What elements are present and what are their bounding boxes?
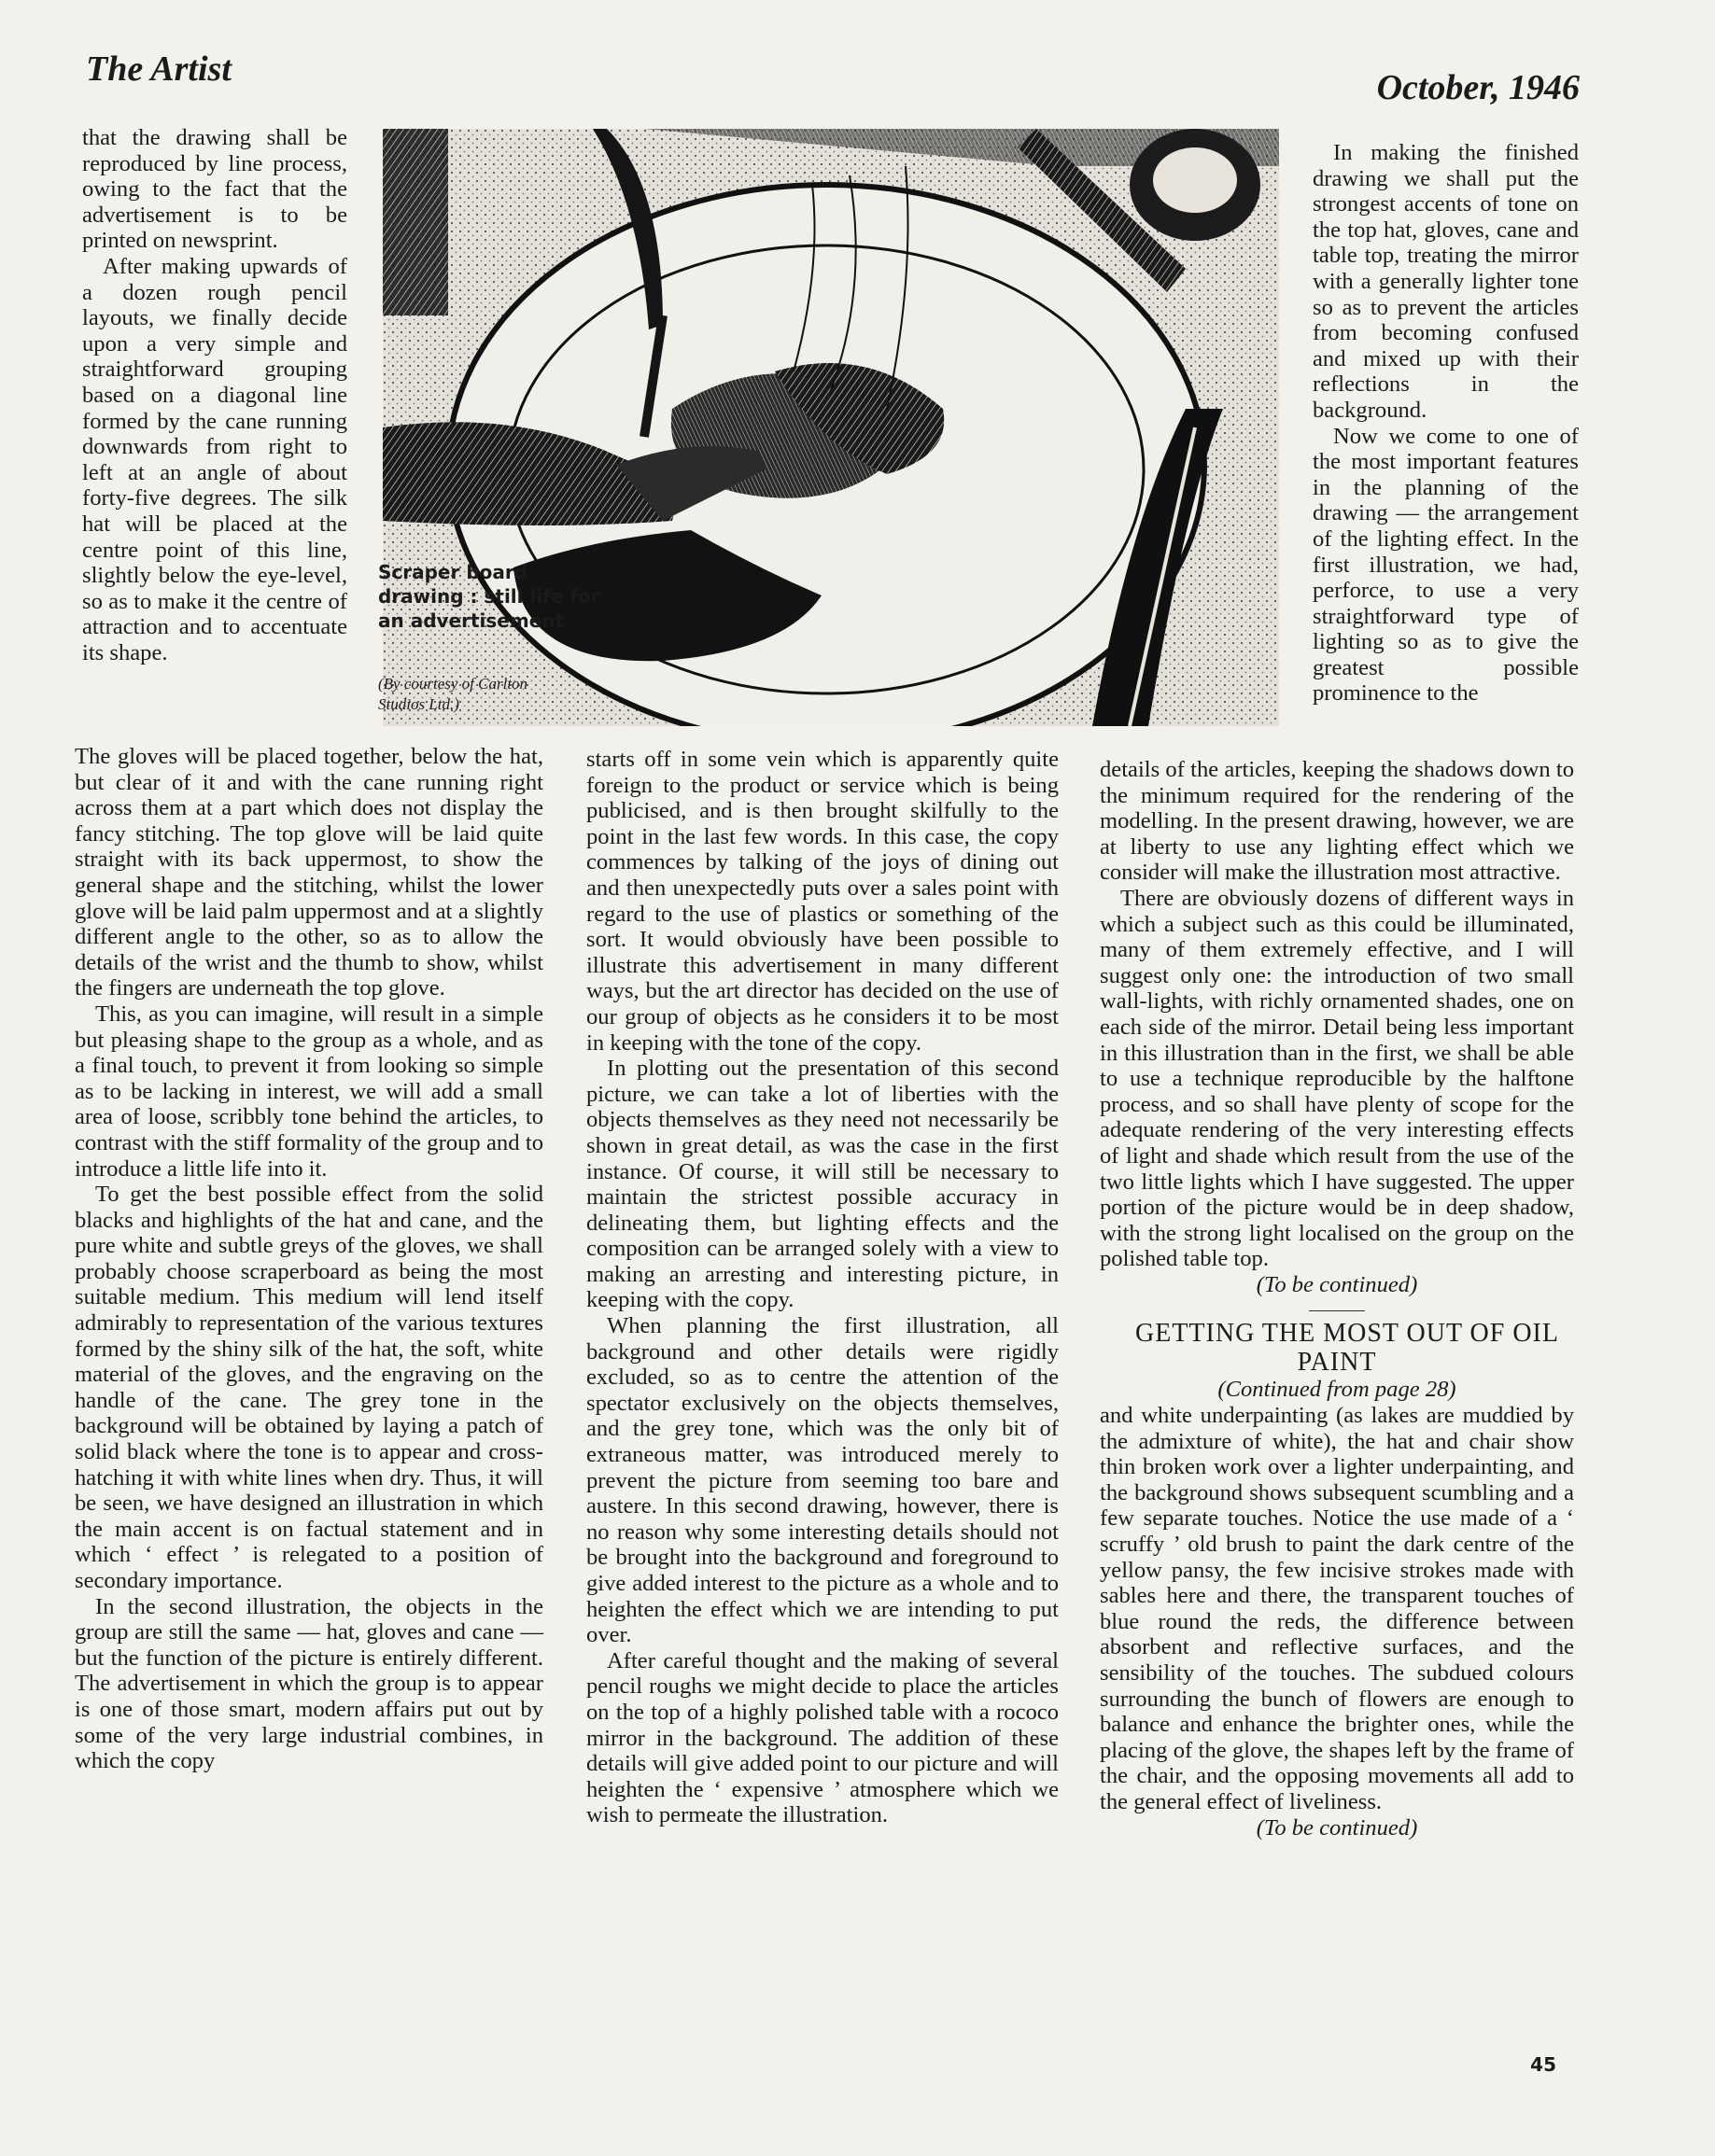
column-a-top xyxy=(82,125,347,665)
paragraph: After making upwards of a dozen rough pencil layouts, we finally decide upon a very simple and straightforward grouping based on a diagonal line formed by the cane running downwards from right to left at an angle of about forty-five degrees. The silk hat will be placed at the centre point of this line, slightly below the eye-level, so as to make it the centre of attraction and to accentuate its shape. xyxy=(82,253,347,665)
column-c-top xyxy=(1313,140,1579,707)
column-a xyxy=(75,744,543,1774)
paragraph: In making the finished drawing we shall put the strongest accents of tone on the top hat, gloves, cane and table top, treating the mirror with a generally lighter tone so as to prevent the articles from becoming confused and mixed up with their reflections in the background. xyxy=(1313,140,1579,423)
article-heading: GETTING THE MOST OUT OF OIL PAINT xyxy=(1135,1319,1559,1378)
continued-from-note: (Continued from page 28) xyxy=(1217,1377,1456,1403)
paragraph: In the second illustration, the objects in the group are still the same — hat, gloves and cane — but the function of the picture is entirely different. The advertisement in which the group is to appear is one of those smart, modern affairs put out by some of the very large industrial combines, in which the copy xyxy=(75,1593,543,1774)
figure-credit: (By courtesy of Carlton Studios Ltd.) xyxy=(378,675,528,713)
paragraph: When planning the first illustration, all background and other details were rigidly excluded, so as to centre the attention of the spectator exclusively on the objects themselves, and the grey tone, which was the only bit of extraneous matter, was introduced merely to prevent the picture from seeming too bare and austere. In this second drawing, however, there is no reason why some interesting details should not be brought into the background and foreground to give added interest to the picture as a whole and to heighten the effect which we are intending to put over. xyxy=(586,1313,1059,1648)
figure-caption: Scraper board drawing : still life for an advertisement xyxy=(378,561,600,632)
paragraph: details of the articles, keeping the shadows down to the minimum required for the rendering of the modelling. In the present drawing, however, we are at liberty to use any lighting effect which we consider will make the illustration most attractive. xyxy=(1100,757,1574,886)
continued-note: (To be continued) xyxy=(1256,1814,1418,1841)
paragraph: and white underpainting (as lakes are muddied by the admixture of white), the hat and chair show thin broken work over a lighter underpainting, and the background shows subsequent scumbling and a few separate touches. Notice the use made of a ‘ scruffy ’ old brush to paint the dark centre of the yellow pansy, the few incisive strokes made with sables here and there, the transparent touches of blue round the reds, the difference between absorbent and reflective surfaces, and the sensibility of the touches. The subdued colours surrounding the bunch of flowers are enough to balance and enhance the brighter ones, while the placing of the glove, the shapes left by the frame of the chair, and the opposing movements all add to the general effect of liveliness. xyxy=(1100,1403,1574,1814)
page-number: 45 xyxy=(1530,2053,1556,2076)
paragraph: In plotting out the presentation of this second picture, we can take a lot of liberties with the objects themselves as they need not necessarily be shown in great detail, as was the case in the first instance. Of course, it will still be necessary to maintain the strictest possible accuracy in delineating them, but lighting effects and the composition can be arranged solely with a view to making an arresting and interesting picture, in keeping with the copy. xyxy=(586,1056,1059,1313)
scraperboard-illustration xyxy=(383,129,1279,726)
section-divider xyxy=(1309,1310,1365,1311)
paragraph: Now we come to one of the most important features in the planning of the drawing — the arrangement of the lighting effect. In the first illustration, we had, perforce, to use a very straightforward type of lighting so as to give the greatest possible prominence to the xyxy=(1313,423,1579,707)
paragraph: To get the best possible effect from the solid blacks and highlights of the hat and cane, and the pure white and subtle greys of the gloves, we shall probably choose scraperboard as being the most suitable medium. This medium will lend itself admirably to representation of the various textures formed by the shiny silk of the hat, the soft, white material of the gloves, and the engraving on the handle of the cane. The grey tone in the background will be obtained by laying a patch of solid black where the tone is to appear and cross-hatching it with white lines when dry. Thus, it will be seen, we have designed an illustration in which the main accent is on factual statement and in which ‘ effect ’ is relegated to a position of secondary importance. xyxy=(75,1182,543,1593)
running-header-title: The Artist xyxy=(86,49,232,89)
running-header-date: October, 1946 xyxy=(1376,68,1580,107)
paragraph: After careful thought and the making of several pencil roughs we might decide to place the articles on the top of a highly polished table with a rococo mirror in the background. The addition of these details will give added point to our picture and will heighten the ‘ expensive ’ atmosphere which we wish to permeate the illustration. xyxy=(586,1647,1059,1828)
paragraph: This, as you can imagine, will result in a simple but pleasing shape to the group as a whole, and as a final touch, to prevent it from looking so simple as to be lacking in interest, we will add a small area of loose, scribbly tone behind the articles, to contrast with the stiff formality of the group and to introduce a little life into it. xyxy=(75,1001,543,1182)
paragraph: starts off in some vein which is apparently quite foreign to the product or service which is being publicised, and is then brought skilfully to the point in the last few words. In this case, the copy commences by talking of the joys of dining out and then unexpectedly puts over a sales point with regard to the use of plastics or something of the sort. It would obviously have been possible to illustrate this advertisement in many different ways, but the art director has decided on the use of our group of objects as he considers it to be most in keeping with the tone of the copy. xyxy=(586,747,1059,1056)
paragraph: The gloves will be placed together, below the hat, but clear of it and with the cane running right across them at a part which does not display the fancy stitching. The top glove will be laid quite straight with its back uppermost, to show the general shape and the stitching, whilst the lower glove will be laid palm uppermost and at a slightly different angle to the other, so as to allow the details of the wrist and the thumb to show, whilst the fingers are underneath the top glove. xyxy=(75,744,543,1001)
paragraph: There are obviously dozens of different ways in which a subject such as this could be illuminated, many of them extremely effective, and I will suggest only one: the introduction of two small wall-lights, with richly ornamented shades, one on each side of the mirror. Detail being less important in this illustration than in the first, we shall be able to use a technique reproducible by the halftone process, and so shall have plenty of scope for the adequate rendering of the very interesting effects of light and shade which result from the use of the two little lights which I have suggested. The upper portion of the picture would be in deep shadow, with the strong light localised on the group on the polished table top. xyxy=(1100,885,1574,1272)
column-c xyxy=(1100,757,1574,1841)
paragraph: that the drawing shall be reproduced by line process, owing to the fact that the advertisement is to be printed on newsprint. xyxy=(82,125,347,254)
continued-note: (To be continued) xyxy=(1256,1271,1418,1297)
column-b xyxy=(586,747,1059,1828)
